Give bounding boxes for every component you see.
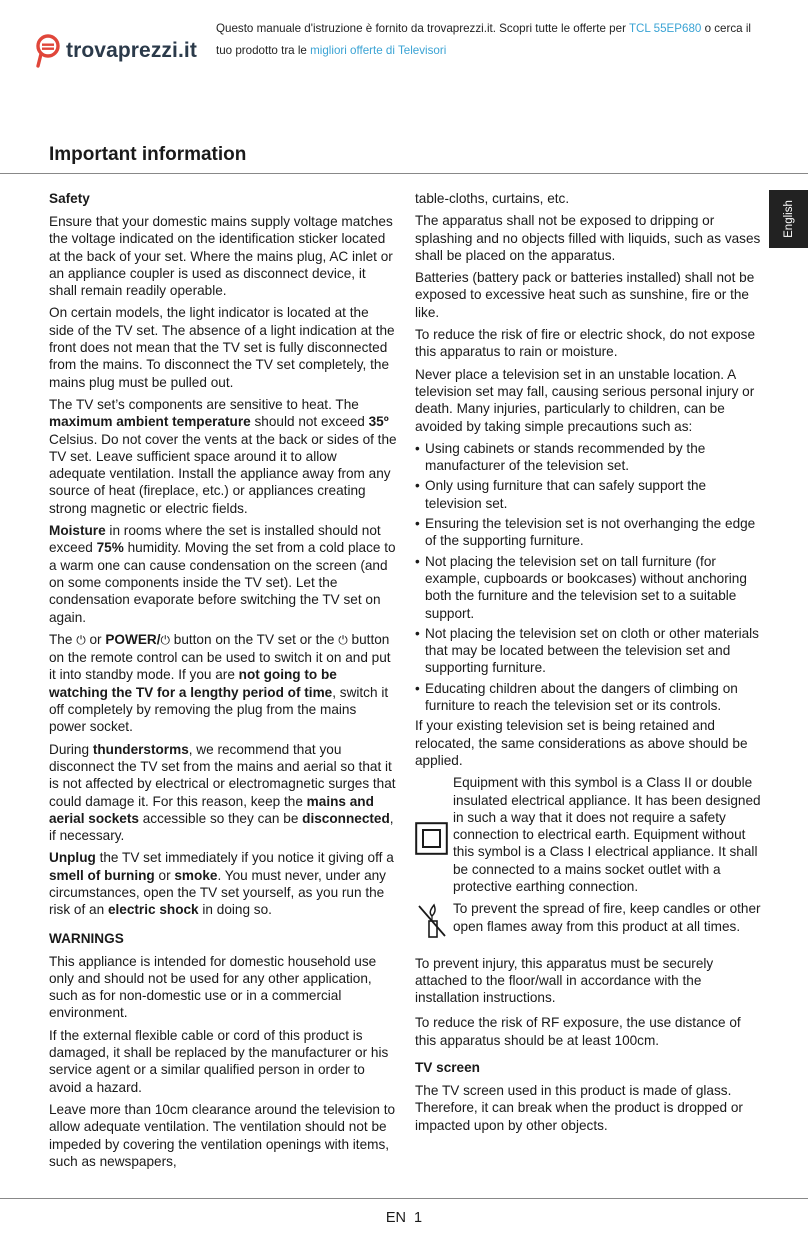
no-candle-icon — [415, 902, 449, 940]
list-item: • Using cabinets or stands recommended by the manufacturer of the television set. — [415, 440, 762, 475]
warnings-heading: WARNINGS — [49, 930, 124, 946]
power-icon: ⏻ — [160, 632, 170, 647]
candle-text: To prevent the spread of fire, keep candles or other open flames away from this product at all times. — [453, 901, 761, 934]
paragraph: On certain models, the light indicator is located at the side of the TV set. The absence of a light indication at the front does not mean that the TV set is fully disconnected from the mains. To disconnect the TV set completely, the mains plug must be pulled out. — [49, 305, 395, 390]
page-title: Important information — [49, 144, 247, 165]
precautions-list — [415, 440, 762, 714]
paragraph: The apparatus shall not be exposed to dripping or splashing and no objects filled with liquids, such as vases shall be placed on the apparatus. — [415, 213, 761, 263]
paragraph: To reduce the risk of fire or electric shock, do not expose this apparatus to rain or moisture. — [415, 327, 756, 360]
page-number: 1 — [414, 1210, 423, 1226]
paragraph: This appliance is intended for domestic household use only and should not be used for any other application, such as for non-domestic use or in a commercial environment. — [49, 953, 377, 1021]
paragraph: Leave more than 10cm clearance around the television to allow adequate ventilation. The ventilation should not be impeded by covering the ventilation openings with items, such as newspapers, — [49, 1101, 396, 1169]
list-item: • Educating children about the dangers of climbing on furniture to reach the television set or its controls. — [415, 680, 762, 715]
paragraph: If your existing television set is being retained and relocated, the same considerations as above should be applied. — [415, 718, 748, 768]
language-tab — [769, 190, 808, 248]
paragraph: Unplug the TV set immediately if you notice it giving off a smell of burning or smoke. You must never, under any circumstances, open the TV set yourself, as you run the risk of an electric shock in doing so. — [49, 850, 394, 918]
logo-wordmark: trovaprezzi.it — [66, 39, 197, 62]
candle-warning — [415, 900, 762, 944]
safety-heading: Safety — [49, 191, 90, 206]
trovaprezzi-logo[interactable] — [35, 34, 197, 68]
paragraph: To reduce the risk of RF exposure, the use distance of this apparatus should be at least 100cm. — [415, 1015, 741, 1048]
price-tag-logo-icon — [35, 34, 61, 68]
paragraph: To prevent injury, this apparatus must be securely attached to the floor/wall in accordance with the installation instructions. — [415, 955, 714, 1006]
left-column — [49, 190, 397, 1175]
class-ii-double-square-icon — [415, 822, 448, 855]
promo-text: Questo manuale d'istruzione è fornito da trovaprezzi.it. Scopri tutte le offerte per — [216, 22, 629, 35]
class-ii-text: Equipment with this symbol is a Class II or double insulated electrical appliance. It has been designed in such a way that it does not require a safety connection to electrical earth. Equipment without this symbol is a Class I electrical appliance. It shall be connected to a mains socket outlet with a protective earthing connection. — [453, 775, 761, 894]
paragraph: Batteries (battery pack or batteries installed) shall not be exposed to excessive heat such as sunshine, fire or the like. — [415, 270, 755, 320]
promo-text: o cerca il — [701, 22, 751, 35]
paragraph: During thunderstorms, we recommend that you disconnect the TV set from the mains and aerial so that it is not affected by electrical or electromagnetic surges that could damage it. For this reason, keep the mains and aerial sockets accessible so they can be disconnected, if necessary. — [49, 741, 396, 844]
header-divider — [0, 173, 808, 174]
list-item: • Not placing the television set on tall furniture (for example, cupboards or bookcases) without anchoring both the furniture and the television set to a suitable support. — [415, 553, 762, 622]
page-footer — [0, 1210, 808, 1226]
paragraph: The TV set’s components are sensitive to heat. The maximum ambient temperature should not exceed 35º Celsius. Do not cover the vents at the back or sides of the TV set. Leave sufficient space around it to allow adequate ventilation. Install the appliance away from any source of heat (fireplace, etc.) or appliances creating strong magnetic or electric fields. — [49, 396, 397, 516]
class-ii-notice — [415, 774, 762, 895]
paragraph: The ⏻ or POWER/⏻ button on the TV set or the ⏻ button on the remote control can be used to switch it on and put it into standby mode. If you are not going to be watching the TV for a lengthy period of time, switch it off completely by removing the plug from the mains power socket. — [49, 631, 391, 735]
list-item: • Ensuring the television set is not overhanging the edge of the supporting furniture. — [415, 515, 762, 550]
tv-offers-link[interactable]: migliori offerte di Televisori — [310, 44, 447, 57]
promo-text: tuo prodotto tra le — [216, 44, 311, 57]
product-offers-link[interactable]: TCL 55EP680 — [628, 22, 702, 35]
paragraph: Moisture in rooms where the set is installed should not exceed 75% humidity. Moving the set from a cold place to a warm one can cause condensation on the screen (and on some components inside the TV set). Let the condensation evaporate before switching the TV set on again. — [49, 523, 396, 625]
tv-screen-heading: TV screen — [415, 1060, 480, 1076]
paragraph: The TV screen used in this product is made of glass. Therefore, it can break when the product is dropped or impacted upon by other objects. — [415, 1083, 743, 1133]
right-column — [415, 190, 762, 1139]
list-item: • Not placing the television set on cloth or other materials that may be located between the television set and supporting furniture. — [415, 625, 762, 677]
paragraph: If the external flexible cable or cord of this product is damaged, it shall be replaced by the manufacturer or his service agent or a similar qualified person in order to avoid a hazard. — [49, 1027, 389, 1095]
paragraph: Ensure that your domestic mains supply voltage matches the voltage indicated on the identification sticker located at the back of your set. Where the mains plug, AC inlet or an appliance coupler is used as disconnect device, it shall remain readily operable. — [49, 214, 393, 299]
language-tab-label: English — [782, 200, 795, 238]
power-icon: ⏻ — [76, 632, 86, 647]
list-item: • Only using furniture that can safely support the television set. — [415, 477, 762, 512]
promo-banner — [216, 18, 776, 62]
paragraph: table-cloths, curtains, etc. — [415, 191, 570, 206]
footer-divider — [0, 1198, 808, 1199]
power-icon: ⏻ — [338, 632, 348, 647]
footer-language: EN — [385, 1210, 407, 1226]
paragraph: Never place a television set in an unstable location. A television set may fall, causing serious personal injury or death. Many injuries, particularly to children, can be avoided by taking simple precautions such as: — [415, 366, 755, 434]
